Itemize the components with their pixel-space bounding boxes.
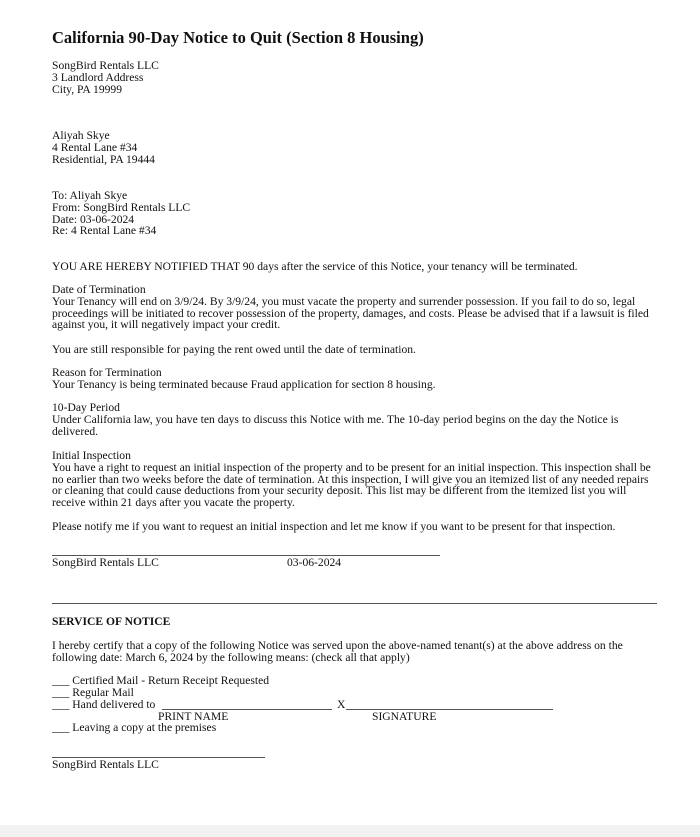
option-label: Regular Mail <box>72 685 134 699</box>
termination-section <box>52 284 652 331</box>
termination-body: Your Tenancy will end on 3/9/24. By 3/9/24, you must vacate the property and surrender possession. If you fail to do so, legal proceedings will be initiated to recover possession of the property, damages, and costs. Please be advised that if a lawsuit is filed against you, it will negatively impact your credit. <box>52 294 649 332</box>
page-bottom-edge <box>0 825 700 837</box>
check-blank[interactable]: ___ <box>52 685 70 699</box>
rent-statement: You are still responsible for paying the rent owed until the date of termination. <box>52 343 416 356</box>
option-leaving-copy[interactable] <box>52 722 269 734</box>
signature-label: SIGNATURE <box>372 710 437 723</box>
service-options <box>52 675 269 734</box>
x-mark: X <box>337 698 346 711</box>
check-blank[interactable]: ___ <box>52 674 70 687</box>
reason-heading: Reason for Termination <box>52 366 162 379</box>
inspection-body: You have a right to request an initial inspection of the property and to be present for an initial inspection. This inspection shall be no earlier than two weeks before the date of termination. At this inspection, I will give you an itemized list of any needed repairs or cleaning that could cause deductions from your security deposit. This list may be different from the itemized list you will receive within 21 days after you vacate the property. <box>52 460 651 510</box>
print-name-label: PRINT NAME <box>158 710 229 723</box>
termination-heading: Date of Termination <box>52 283 146 296</box>
ten-day-heading: 10-Day Period <box>52 401 120 414</box>
recipient-address <box>52 130 155 165</box>
notice-statement: YOU ARE HEREBY NOTIFIED THAT 90 days after the service of this Notice, your tenancy will be terminated. <box>52 260 578 273</box>
sender-address <box>52 60 159 95</box>
notify-statement: Please notify me if you want to request an initial inspection and let me know if you want to be present for that inspection. <box>52 520 616 533</box>
recipient-line: Residential, PA 19444 <box>52 152 155 166</box>
sender-line: 3 Landlord Address <box>52 70 144 84</box>
option-label: Leaving a copy at the premises <box>72 721 217 735</box>
signature-name: SongBird Rentals LLC <box>52 556 159 569</box>
option-label: Hand delivered to <box>72 697 156 711</box>
memo-date: Date: 03-06-2024 <box>52 212 135 226</box>
memo-block <box>52 190 190 237</box>
sender-line: City, PA 19999 <box>52 82 123 96</box>
document-title: California 90-Day Notice to Quit (Section 8 Housing) <box>52 28 424 47</box>
option-label: Certified Mail - Return Receipt Requested <box>72 674 270 687</box>
ten-day-body: Under California law, you have ten days to discuss this Notice with me. The 10-day period begins on the day the Notice is delivered. <box>52 412 619 438</box>
signer-name: SongBird Rentals LLC <box>52 758 159 771</box>
memo-from: From: SongBird Rentals LLC <box>52 200 191 214</box>
sender-line: SongBird Rentals LLC <box>52 59 159 72</box>
ten-day-section <box>52 402 652 437</box>
memo-re: Re: 4 Rental Lane #34 <box>52 224 157 238</box>
inspection-heading: Initial Inspection <box>52 449 131 462</box>
service-certify: I hereby certify that a copy of the following Notice was served upon the above-named tenant(s) at the above address on the following date: March 6, 2024 by the following means: (check all that apply) <box>52 639 623 664</box>
recipient-line: Aliyah Skye <box>52 129 110 142</box>
inspection-section <box>52 450 652 509</box>
reason-body: Your Tenancy is being terminated because Fraud application for section 8 housing. <box>52 377 436 391</box>
memo-to: To: Aliyah Skye <box>52 189 128 202</box>
recipient-line: 4 Rental Lane #34 <box>52 140 138 154</box>
check-blank[interactable]: ___ <box>52 697 70 711</box>
service-heading: SERVICE OF NOTICE <box>52 615 171 628</box>
check-blank[interactable]: ___ <box>52 721 70 735</box>
signature-date: 03-06-2024 <box>287 556 342 569</box>
section-divider <box>52 603 657 604</box>
reason-section <box>52 367 652 391</box>
